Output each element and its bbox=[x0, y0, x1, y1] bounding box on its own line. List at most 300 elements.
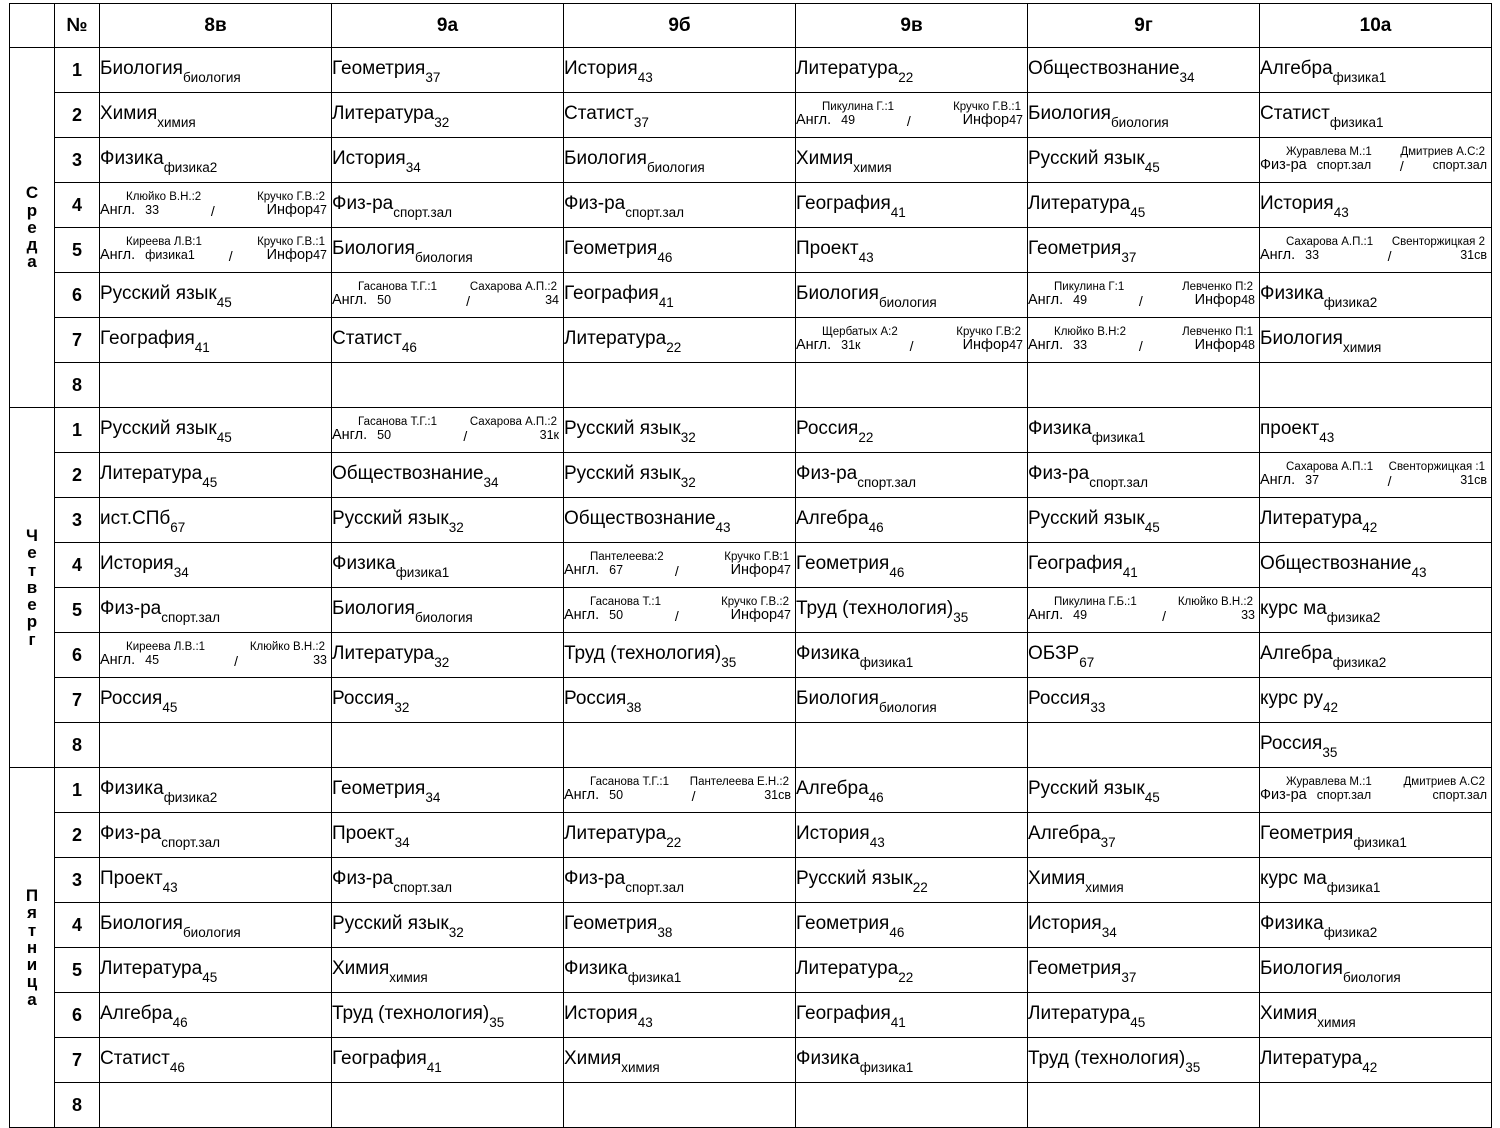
room-label: физика2 bbox=[163, 790, 218, 806]
room-label: 32 bbox=[394, 700, 410, 716]
lesson-cell[interactable] bbox=[564, 408, 796, 453]
room-group-1: 50 bbox=[377, 428, 392, 443]
room-group-1: спорт.зал bbox=[1316, 788, 1372, 803]
lesson-cell[interactable] bbox=[796, 498, 1028, 543]
subject-name: Россия bbox=[564, 687, 627, 709]
room-group-2: спорт.зал bbox=[1432, 788, 1487, 803]
lesson-cell[interactable] bbox=[100, 138, 332, 183]
subject-name: проект bbox=[1260, 417, 1320, 439]
room-group-2: 31св bbox=[764, 788, 791, 803]
subject-name: Геометрия bbox=[796, 552, 890, 574]
lesson-number: 5 bbox=[55, 588, 100, 633]
lesson-cell[interactable] bbox=[100, 633, 332, 678]
subject-name: Русский язык bbox=[332, 507, 449, 529]
lesson-cell[interactable] bbox=[1028, 228, 1260, 273]
lesson-cell[interactable] bbox=[1260, 408, 1492, 453]
lesson-cell[interactable] bbox=[1260, 948, 1492, 993]
lesson-cell[interactable] bbox=[100, 903, 332, 948]
subject-group-2: Инфор bbox=[1194, 292, 1242, 309]
lesson-cell-empty[interactable] bbox=[796, 723, 1028, 768]
lesson-number: 8 bbox=[55, 1083, 100, 1128]
subject-name: География bbox=[100, 327, 195, 349]
room-label: спорт.зал bbox=[625, 880, 685, 896]
lesson-cell[interactable] bbox=[1260, 633, 1492, 678]
lesson-cell[interactable] bbox=[796, 543, 1028, 588]
room-label: биология bbox=[414, 250, 473, 266]
lesson-cell[interactable] bbox=[796, 138, 1028, 183]
subject-name: Русский язык bbox=[796, 867, 913, 889]
lesson-cell[interactable] bbox=[100, 48, 332, 93]
lesson-cell[interactable] bbox=[332, 228, 564, 273]
teacher-1: Сахарова А.П.:1 bbox=[1286, 461, 1374, 474]
lesson-cell[interactable] bbox=[332, 408, 564, 453]
subject-line bbox=[100, 203, 331, 218]
group-separator: / bbox=[1138, 292, 1143, 309]
split-group-cell bbox=[1028, 326, 1259, 353]
lesson-cell[interactable] bbox=[796, 273, 1028, 318]
subject-name: Статист bbox=[564, 102, 634, 124]
lesson-cell[interactable] bbox=[100, 93, 332, 138]
split-group-cell bbox=[1260, 461, 1491, 488]
subject-group-1: Англ. bbox=[564, 562, 600, 579]
lesson-cell[interactable] bbox=[796, 633, 1028, 678]
lesson-cell[interactable] bbox=[332, 48, 564, 93]
lesson-cell[interactable] bbox=[796, 228, 1028, 273]
lesson-cell[interactable] bbox=[1028, 813, 1260, 858]
room-label: 35 bbox=[721, 655, 737, 671]
lesson-cell[interactable] bbox=[796, 1038, 1028, 1083]
lesson-cell[interactable] bbox=[332, 183, 564, 228]
lesson-cell[interactable] bbox=[332, 273, 564, 318]
lesson-cell[interactable] bbox=[1260, 993, 1492, 1038]
lesson-cell[interactable] bbox=[796, 93, 1028, 138]
lesson-cell[interactable] bbox=[1260, 543, 1492, 588]
lesson-cell-empty[interactable] bbox=[564, 1083, 796, 1128]
room-group-1: 50 bbox=[609, 608, 624, 623]
subject-name: История bbox=[1260, 192, 1334, 214]
teacher-1: Гасанова Т.Г.:1 bbox=[358, 416, 437, 429]
lesson-cell[interactable] bbox=[1260, 498, 1492, 543]
teacher-1: Журавлева М.:1 bbox=[1286, 776, 1372, 789]
room-label: физика1 bbox=[627, 970, 682, 986]
subject-name: Физ-ра bbox=[100, 597, 162, 619]
lesson-cell-empty[interactable] bbox=[1028, 363, 1260, 408]
lesson-cell[interactable] bbox=[564, 678, 796, 723]
lesson-number: 8 bbox=[55, 723, 100, 768]
subject-group-2: Инфор bbox=[962, 112, 1010, 129]
schedule-table bbox=[9, 3, 1492, 1128]
lesson-cell[interactable] bbox=[564, 588, 796, 633]
lesson-cell[interactable] bbox=[100, 768, 332, 813]
lesson-cell-empty[interactable] bbox=[332, 363, 564, 408]
lesson-cell[interactable] bbox=[1260, 318, 1492, 363]
lesson-cell[interactable] bbox=[796, 318, 1028, 363]
room-label: 38 bbox=[657, 925, 673, 941]
room-label: 22 bbox=[666, 835, 682, 851]
lesson-cell[interactable] bbox=[1028, 993, 1260, 1038]
lesson-cell[interactable] bbox=[796, 948, 1028, 993]
room-label: 34 bbox=[173, 565, 189, 581]
lesson-cell-empty[interactable] bbox=[100, 1083, 332, 1128]
subject-name: Геометрия bbox=[564, 912, 658, 934]
teacher-1: Гасанова Т.Г.:1 bbox=[590, 776, 669, 789]
lesson-cell[interactable] bbox=[332, 948, 564, 993]
lesson-cell[interactable] bbox=[332, 588, 564, 633]
lesson-cell[interactable] bbox=[332, 1038, 564, 1083]
room-label: 35 bbox=[1185, 1060, 1201, 1076]
lesson-cell[interactable] bbox=[1028, 408, 1260, 453]
room-group-2: 33 bbox=[313, 653, 327, 668]
table-row bbox=[10, 48, 1492, 93]
lesson-cell-empty[interactable] bbox=[332, 1083, 564, 1128]
lesson-cell[interactable] bbox=[100, 408, 332, 453]
teacher-2: Сахарова А.П.:2 bbox=[469, 281, 557, 294]
room-label: 34 bbox=[394, 835, 410, 851]
room-group-1: 33 bbox=[145, 203, 160, 218]
lesson-cell[interactable] bbox=[796, 588, 1028, 633]
group-separator: / bbox=[909, 337, 914, 354]
teacher-2: Кручко Г.В.:2 bbox=[257, 191, 325, 204]
subject-name: Физика bbox=[796, 642, 860, 664]
subject-name: Русский язык bbox=[100, 282, 217, 304]
lesson-number: 7 bbox=[55, 678, 100, 723]
lesson-cell[interactable] bbox=[100, 318, 332, 363]
room-label: 35 bbox=[489, 1015, 505, 1031]
lesson-cell[interactable] bbox=[1028, 183, 1260, 228]
lesson-cell[interactable] bbox=[564, 498, 796, 543]
room-label: 41 bbox=[658, 295, 674, 311]
lesson-cell[interactable] bbox=[796, 813, 1028, 858]
lesson-cell[interactable] bbox=[332, 498, 564, 543]
lesson-cell[interactable] bbox=[564, 1038, 796, 1083]
lesson-number: 4 bbox=[55, 183, 100, 228]
subject-name: Химия bbox=[1260, 1002, 1318, 1024]
subject-group-1: Англ. bbox=[564, 607, 600, 624]
lesson-cell[interactable] bbox=[796, 858, 1028, 903]
schedule-sheet bbox=[0, 3, 1500, 1115]
room-group-2: 33 bbox=[1241, 608, 1255, 623]
room-label: физика2 bbox=[163, 160, 218, 176]
lesson-cell-empty[interactable] bbox=[332, 723, 564, 768]
lesson-cell[interactable] bbox=[564, 273, 796, 318]
lesson-cell[interactable] bbox=[796, 408, 1028, 453]
table-row bbox=[10, 678, 1492, 723]
lesson-cell[interactable] bbox=[1028, 588, 1260, 633]
table-row bbox=[10, 723, 1492, 768]
lesson-cell[interactable] bbox=[1260, 903, 1492, 948]
room-group-1: спорт.зал bbox=[1316, 158, 1372, 173]
lesson-cell[interactable] bbox=[1260, 138, 1492, 183]
lesson-cell[interactable] bbox=[1260, 588, 1492, 633]
lesson-cell[interactable] bbox=[332, 993, 564, 1038]
room-label: 45 bbox=[216, 295, 232, 311]
split-group-cell bbox=[1260, 236, 1491, 263]
subject-name: Русский язык bbox=[332, 912, 449, 934]
lesson-cell[interactable] bbox=[1028, 768, 1260, 813]
subject-group-1: Англ. bbox=[1028, 292, 1064, 309]
lesson-cell[interactable] bbox=[564, 768, 796, 813]
lesson-cell[interactable] bbox=[1028, 903, 1260, 948]
room-label: 32 bbox=[680, 430, 696, 446]
subject-group-2: Инфор bbox=[730, 562, 778, 579]
room-group-1: 31к bbox=[841, 338, 861, 353]
subject-name: Физ-ра bbox=[564, 192, 626, 214]
lesson-cell[interactable] bbox=[332, 453, 564, 498]
lesson-cell[interactable] bbox=[1028, 678, 1260, 723]
teacher-1: Гасанова Т.Г.:1 bbox=[358, 281, 437, 294]
subject-name: ОБЗР bbox=[1028, 642, 1080, 664]
day-letter: а bbox=[27, 989, 37, 1009]
split-group-cell bbox=[564, 776, 795, 803]
room-group-1: 37 bbox=[1305, 473, 1320, 488]
lesson-cell[interactable] bbox=[796, 453, 1028, 498]
subject-name: Алгебра bbox=[796, 777, 869, 799]
lesson-cell[interactable] bbox=[1028, 858, 1260, 903]
lesson-cell[interactable] bbox=[1260, 93, 1492, 138]
room-label: 35 bbox=[953, 610, 969, 626]
lesson-cell[interactable] bbox=[1260, 48, 1492, 93]
lesson-cell-empty[interactable] bbox=[796, 1083, 1028, 1128]
lesson-cell-empty[interactable] bbox=[796, 363, 1028, 408]
room-label: спорт.зал bbox=[161, 610, 221, 626]
lesson-cell[interactable] bbox=[100, 273, 332, 318]
lesson-cell[interactable] bbox=[100, 678, 332, 723]
lesson-cell[interactable] bbox=[1260, 678, 1492, 723]
lesson-cell[interactable] bbox=[564, 318, 796, 363]
subject-name: Русский язык bbox=[564, 462, 681, 484]
subject-name: Физика bbox=[796, 1047, 860, 1069]
teacher-1: Пикулина Г:1 bbox=[1054, 281, 1125, 294]
subject-name: Геометрия bbox=[332, 57, 426, 79]
class-header-3: 9в bbox=[796, 4, 1028, 48]
lesson-cell[interactable] bbox=[1260, 1038, 1492, 1083]
subject-group-1: Англ. bbox=[796, 112, 832, 129]
lesson-cell-empty[interactable] bbox=[564, 723, 796, 768]
subject-name: Россия bbox=[332, 687, 395, 709]
lesson-cell[interactable] bbox=[100, 228, 332, 273]
lesson-number: 4 bbox=[55, 543, 100, 588]
subject-name: Химия bbox=[564, 1047, 622, 1069]
lesson-cell[interactable] bbox=[564, 993, 796, 1038]
lesson-cell[interactable] bbox=[332, 813, 564, 858]
room-label: 32 bbox=[448, 520, 464, 536]
split-group-cell bbox=[564, 551, 795, 578]
day-letter: р bbox=[26, 200, 38, 220]
table-row bbox=[10, 768, 1492, 813]
lesson-cell[interactable] bbox=[100, 588, 332, 633]
room-group-1: 33 bbox=[1305, 248, 1320, 263]
lesson-cell[interactable] bbox=[564, 228, 796, 273]
teacher-1: Пикулина Г.:1 bbox=[822, 101, 895, 114]
subject-line bbox=[1260, 788, 1491, 803]
subject-line bbox=[1028, 338, 1259, 353]
lesson-cell[interactable] bbox=[796, 678, 1028, 723]
lesson-cell[interactable] bbox=[1028, 273, 1260, 318]
room-label: биология bbox=[182, 70, 241, 86]
lesson-cell[interactable] bbox=[796, 768, 1028, 813]
table-row bbox=[10, 318, 1492, 363]
subject-line bbox=[796, 113, 1027, 128]
lesson-cell[interactable] bbox=[332, 678, 564, 723]
day-letter: т bbox=[27, 560, 37, 580]
room-group-2: 31к bbox=[539, 428, 559, 443]
lesson-cell[interactable] bbox=[564, 48, 796, 93]
lesson-cell[interactable] bbox=[796, 183, 1028, 228]
lesson-cell[interactable] bbox=[564, 138, 796, 183]
lesson-cell-empty[interactable] bbox=[1028, 723, 1260, 768]
lesson-cell[interactable] bbox=[1260, 453, 1492, 498]
subject-line bbox=[100, 653, 331, 668]
subject-name: Алгебра bbox=[1260, 57, 1333, 79]
room-label: 45 bbox=[1144, 790, 1160, 806]
subject-line bbox=[564, 788, 795, 803]
subject-name: Химия bbox=[1028, 867, 1086, 889]
room-label: 45 bbox=[1144, 520, 1160, 536]
lesson-cell[interactable] bbox=[564, 813, 796, 858]
lesson-cell[interactable] bbox=[1260, 273, 1492, 318]
room-label: 41 bbox=[890, 1015, 906, 1031]
subject-name: История bbox=[564, 1002, 638, 1024]
subject-name: Биология bbox=[1260, 957, 1343, 979]
table-row bbox=[10, 273, 1492, 318]
lesson-cell[interactable] bbox=[796, 993, 1028, 1038]
split-group-cell bbox=[1028, 596, 1259, 623]
lesson-cell[interactable] bbox=[1028, 453, 1260, 498]
room-group-2: 48 bbox=[1241, 338, 1255, 353]
lesson-cell[interactable] bbox=[100, 813, 332, 858]
room-label: спорт.зал bbox=[161, 835, 221, 851]
lesson-cell[interactable] bbox=[1260, 768, 1492, 813]
lesson-cell[interactable] bbox=[332, 633, 564, 678]
lesson-cell[interactable] bbox=[1028, 543, 1260, 588]
lesson-cell-empty[interactable] bbox=[1260, 363, 1492, 408]
lesson-cell[interactable] bbox=[332, 318, 564, 363]
room-label: 34 bbox=[483, 475, 499, 491]
lesson-cell[interactable] bbox=[100, 993, 332, 1038]
lesson-cell[interactable] bbox=[100, 453, 332, 498]
lesson-cell[interactable] bbox=[564, 858, 796, 903]
subject-name: Труд (технология) bbox=[796, 597, 954, 619]
lesson-cell[interactable] bbox=[796, 903, 1028, 948]
lesson-cell[interactable] bbox=[332, 93, 564, 138]
lesson-number: 7 bbox=[55, 1038, 100, 1083]
subject-name: Биология bbox=[100, 912, 183, 934]
lesson-cell-empty[interactable] bbox=[1260, 1083, 1492, 1128]
group-separator: / bbox=[674, 562, 679, 579]
room-label: биология bbox=[182, 925, 241, 941]
teacher-2: Пантелеева Е.Н.:2 bbox=[689, 776, 789, 789]
room-label: 33 bbox=[1090, 700, 1106, 716]
lesson-cell[interactable] bbox=[1028, 318, 1260, 363]
room-label: физика2 bbox=[1323, 925, 1378, 941]
lesson-cell[interactable] bbox=[796, 48, 1028, 93]
lesson-cell[interactable] bbox=[332, 768, 564, 813]
subject-name: Литература bbox=[564, 822, 667, 844]
subject-group-2: Инфор bbox=[962, 337, 1010, 354]
lesson-cell[interactable] bbox=[100, 948, 332, 993]
lesson-cell[interactable] bbox=[564, 453, 796, 498]
room-label: химия bbox=[1317, 1015, 1356, 1031]
subject-name: Геометрия bbox=[1028, 957, 1122, 979]
lesson-cell[interactable] bbox=[100, 498, 332, 543]
lesson-cell[interactable] bbox=[1260, 723, 1492, 768]
room-label: 45 bbox=[1144, 160, 1160, 176]
lesson-cell[interactable] bbox=[332, 903, 564, 948]
room-label: 46 bbox=[889, 565, 905, 581]
subject-name: Биология bbox=[100, 57, 183, 79]
lesson-cell[interactable] bbox=[100, 183, 332, 228]
room-label: 43 bbox=[1411, 565, 1427, 581]
lesson-cell[interactable] bbox=[564, 543, 796, 588]
subject-name: Литература bbox=[332, 642, 435, 664]
class-header-4: 9г bbox=[1028, 4, 1260, 48]
lesson-cell[interactable] bbox=[564, 633, 796, 678]
table-row bbox=[10, 228, 1492, 273]
group-separator: / bbox=[1399, 157, 1404, 174]
lesson-cell[interactable] bbox=[1260, 183, 1492, 228]
room-label: 43 bbox=[1319, 430, 1335, 446]
room-label: 41 bbox=[890, 205, 906, 221]
lesson-cell-empty[interactable] bbox=[1028, 1083, 1260, 1128]
subject-line bbox=[796, 338, 1027, 353]
lesson-cell[interactable] bbox=[1028, 138, 1260, 183]
day-letter: д bbox=[26, 235, 38, 255]
lesson-cell[interactable] bbox=[1028, 633, 1260, 678]
subject-group-1: Англ. bbox=[564, 787, 600, 804]
lesson-cell[interactable] bbox=[564, 183, 796, 228]
room-label: 32 bbox=[448, 925, 464, 941]
subject-group-2: Инфор bbox=[730, 607, 778, 624]
lesson-cell[interactable] bbox=[1260, 858, 1492, 903]
lesson-cell[interactable] bbox=[564, 948, 796, 993]
room-label: спорт.зал bbox=[1089, 475, 1149, 491]
lesson-cell[interactable] bbox=[1028, 48, 1260, 93]
lesson-cell[interactable] bbox=[1028, 498, 1260, 543]
subject-group-1: Физ-ра bbox=[1260, 157, 1307, 174]
lesson-cell[interactable] bbox=[332, 138, 564, 183]
lesson-cell[interactable] bbox=[332, 543, 564, 588]
lesson-cell[interactable] bbox=[1028, 93, 1260, 138]
subject-group-2: Инфор bbox=[266, 202, 314, 219]
lesson-cell-empty[interactable] bbox=[564, 363, 796, 408]
lesson-cell[interactable] bbox=[1028, 948, 1260, 993]
subject-name: Литература bbox=[796, 57, 899, 79]
room-label: 22 bbox=[666, 340, 682, 356]
lesson-cell-empty[interactable] bbox=[100, 723, 332, 768]
room-label: 46 bbox=[868, 790, 884, 806]
lesson-cell-empty[interactable] bbox=[100, 363, 332, 408]
group-separator: / bbox=[1138, 337, 1143, 354]
room-group-1: 50 bbox=[377, 293, 392, 308]
lesson-cell[interactable] bbox=[1028, 1038, 1260, 1083]
lesson-cell[interactable] bbox=[332, 858, 564, 903]
teacher-2: Свенторжицкая :1 bbox=[1388, 461, 1485, 474]
day-label-3 bbox=[10, 768, 55, 1128]
split-group-cell bbox=[1260, 146, 1491, 173]
subject-line bbox=[564, 608, 795, 623]
lesson-cell[interactable] bbox=[100, 858, 332, 903]
lesson-cell[interactable] bbox=[564, 903, 796, 948]
lesson-cell[interactable] bbox=[564, 93, 796, 138]
lesson-cell[interactable] bbox=[100, 543, 332, 588]
subject-name: Литература bbox=[1260, 1047, 1363, 1069]
lesson-cell[interactable] bbox=[100, 1038, 332, 1083]
subject-group-1: Англ. bbox=[1028, 607, 1064, 624]
lesson-cell[interactable] bbox=[1260, 228, 1492, 273]
lesson-cell[interactable] bbox=[1260, 813, 1492, 858]
room-group-2: 31св bbox=[1460, 473, 1487, 488]
room-label: физика1 bbox=[1332, 70, 1387, 86]
